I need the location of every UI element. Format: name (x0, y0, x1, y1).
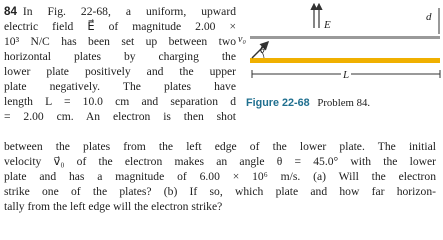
separation-label: d (426, 11, 432, 23)
problem-text-top (4, 4, 236, 124)
upper-plate (250, 36, 440, 39)
problem-line-13: tally from the left edge will the electron strike? (4, 200, 223, 213)
problem-line-12: strike one of the plates? (b) If so, which plate and how far horizon- (4, 185, 436, 198)
figure-22-68 (236, 0, 443, 130)
problem-line-1-text: In Fig. 22-68, a uniform, upward (22, 5, 236, 18)
problem-line-8: = 2.00 cm. An electron is then shot (4, 110, 236, 123)
problem-line-11: plate and has a magnitude of 6.00 × 10⁶ m/s. (a) Will the electron (4, 170, 436, 183)
problem-line-10: velocity v⃗₀ of the electron makes an angle θ = 45.0° with the lower (4, 155, 436, 168)
velocity-label: v₀ (238, 34, 246, 45)
problem-number: 84 (4, 5, 17, 18)
electric-field-label: E (324, 19, 331, 31)
figure-caption-label: Figure 22-68 (246, 97, 310, 109)
problem-line-6: plate negatively. The plates have (4, 80, 236, 93)
problem-line-2: electric field E⃗ of magnitude 2.00 × (4, 20, 236, 33)
lower-plate (250, 58, 440, 63)
angle-label: θ (260, 45, 265, 56)
length-label: L (343, 69, 350, 81)
problem-text-bottom (4, 139, 436, 214)
figure-caption-text: Problem 84. (317, 97, 371, 109)
problem-line-4: horizontal plates by charging the (4, 50, 236, 63)
problem-line-1 (4, 4, 236, 19)
problem-line-9: between the plates from the left edge of the lower plate. The initial (4, 140, 436, 153)
problem-line-7: length L = 10.0 cm and separation d (4, 95, 236, 108)
figure-caption (246, 96, 370, 110)
figure-diagram (236, 0, 443, 130)
problem-line-3: 10³ N/C has been set up between two (4, 35, 236, 48)
problem-line-5: lower plate positively and the upper (4, 65, 236, 78)
